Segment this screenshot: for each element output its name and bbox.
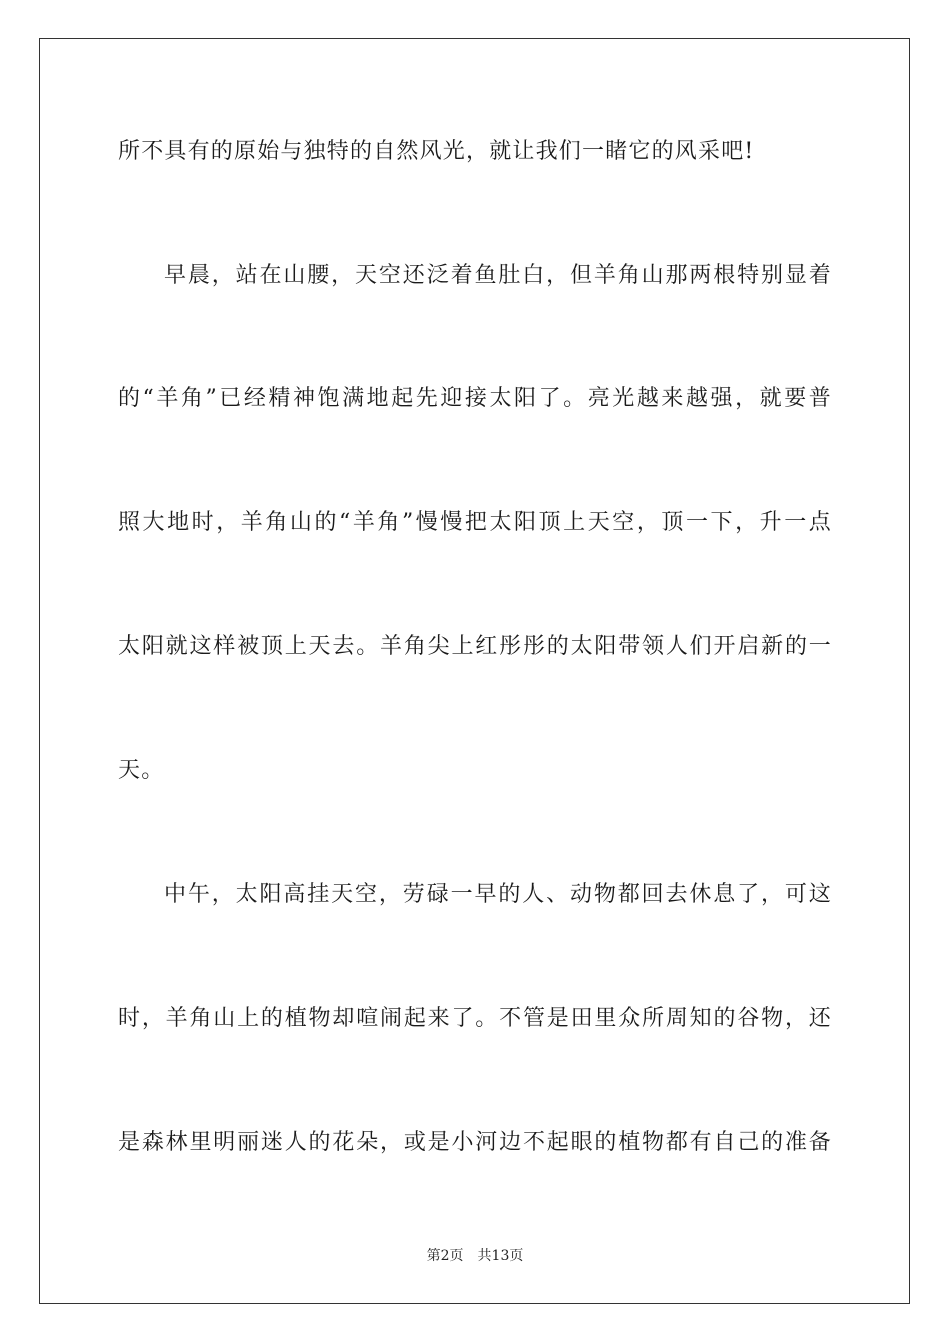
text-line-9: 是森林里明丽迷人的花朵，或是小河边不起眼的植物都有自己的准备 [118, 1130, 832, 1155]
text-line-1: 所不具有的原始与独特的自然风光，就让我们一睹它的风采吧! [118, 139, 755, 164]
text-line-4: 照大地时，羊角山的“羊角”慢慢把太阳顶上天空，顶一下，升一点 [118, 510, 832, 535]
text-line-3: 的“羊角”已经精神饱满地起先迎接太阳了。亮光越来越强，就要普 [118, 386, 832, 411]
text-line-5: 太阳就这样被顶上天去。羊角尖上红彤彤的太阳带领人们开启新的一 [118, 634, 832, 659]
text-line-8: 时，羊角山上的植物却喧闹起来了。不管是田里众所周知的谷物，还 [118, 1006, 832, 1031]
paragraph-start-line: 中午，太阳高挂天空，劳碌一早的人、动物都回去休息了，可这 [164, 882, 832, 907]
page-footer [0, 1246, 950, 1266]
page-number: 第2页 [426, 1248, 464, 1264]
text-line-6: 天。 [118, 758, 165, 783]
page-border [39, 38, 910, 1304]
total-pages: 共13页 [477, 1248, 524, 1264]
paragraph-start-line: 早晨，站在山腰，天空还泛着鱼肚白，但羊角山那两根特别显着 [164, 263, 832, 288]
